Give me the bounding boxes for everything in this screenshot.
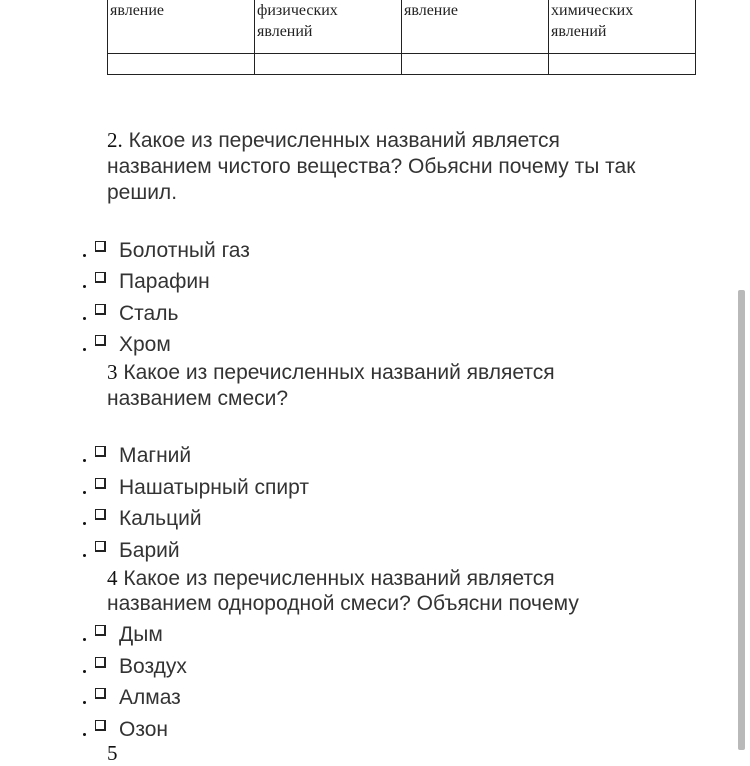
question-number: 3 — [107, 360, 118, 384]
question-number: 5 — [107, 741, 118, 765]
checkbox-icon[interactable] — [95, 241, 106, 252]
table-empty-cell[interactable] — [549, 54, 696, 75]
bullet-icon — [83, 348, 86, 351]
option-label: Алмаз — [119, 686, 181, 709]
table-empty-cell[interactable] — [255, 54, 402, 75]
bullet-icon — [83, 491, 86, 494]
table-header-cell: явление — [108, 0, 255, 54]
question-number: 4 — [107, 566, 118, 590]
checkbox-icon[interactable] — [95, 625, 106, 636]
question-text-line: названием чистого вещества? Обьясни почему ты так — [107, 155, 636, 178]
option-label: Сталь — [119, 302, 179, 325]
question-text-line: Какое из перечисленных названий является — [123, 567, 555, 590]
question-text-line: названием однородной смеси? Объясни почему — [107, 592, 579, 615]
question-2-text — [107, 127, 560, 154]
bullet-icon — [83, 733, 86, 736]
question-5-text — [107, 741, 118, 766]
scrollbar[interactable] — [738, 290, 745, 750]
bullet-icon — [83, 254, 86, 257]
table-header-cell: химических явлений — [549, 0, 696, 54]
checkbox-icon[interactable] — [95, 541, 106, 552]
table-empty-cell[interactable] — [402, 54, 549, 75]
bullet-icon — [83, 554, 86, 557]
checkbox-icon[interactable] — [95, 446, 106, 457]
question-text-line: названием смеси? — [107, 387, 289, 410]
option-label: Болотный газ — [119, 239, 250, 262]
question-text-line: Какое из перечисленных названий является — [128, 129, 560, 152]
checkbox-icon[interactable] — [95, 720, 106, 731]
checkbox-icon[interactable] — [95, 509, 106, 520]
bullet-icon — [83, 285, 86, 288]
bullet-icon — [83, 701, 86, 704]
phenomena-table — [107, 0, 696, 75]
checkbox-icon[interactable] — [95, 335, 106, 346]
table-header-cell: физических явлений — [255, 0, 402, 54]
question-4-text — [107, 565, 555, 592]
question-number: 2. — [107, 128, 123, 152]
checkbox-icon[interactable] — [95, 272, 106, 283]
option-label: Кальций — [119, 507, 202, 530]
option-label: Воздух — [119, 655, 187, 678]
checkbox-icon[interactable] — [95, 304, 106, 315]
question-3-text — [107, 359, 555, 386]
bullet-icon — [83, 638, 86, 641]
option-label: Озон — [119, 718, 169, 741]
checkbox-icon[interactable] — [95, 478, 106, 489]
option-label: Магний — [119, 444, 192, 467]
table-header-cell: явление — [402, 0, 549, 54]
checkbox-icon[interactable] — [95, 657, 106, 668]
option-label: Хром — [119, 333, 171, 356]
option-label: Барий — [119, 539, 180, 562]
bullet-icon — [83, 459, 86, 462]
checkbox-icon[interactable] — [95, 688, 106, 699]
option-label: Дым — [119, 623, 163, 646]
option-label: Парафин — [119, 270, 210, 293]
bullet-icon — [83, 317, 86, 320]
question-text-line: решил. — [107, 181, 178, 204]
table-empty-cell[interactable] — [108, 54, 255, 75]
question-text-line: Какое из перечисленных названий является — [123, 361, 555, 384]
option-label: Нашатырный спирт — [119, 476, 309, 499]
bullet-icon — [83, 670, 86, 673]
bullet-icon — [83, 522, 86, 525]
